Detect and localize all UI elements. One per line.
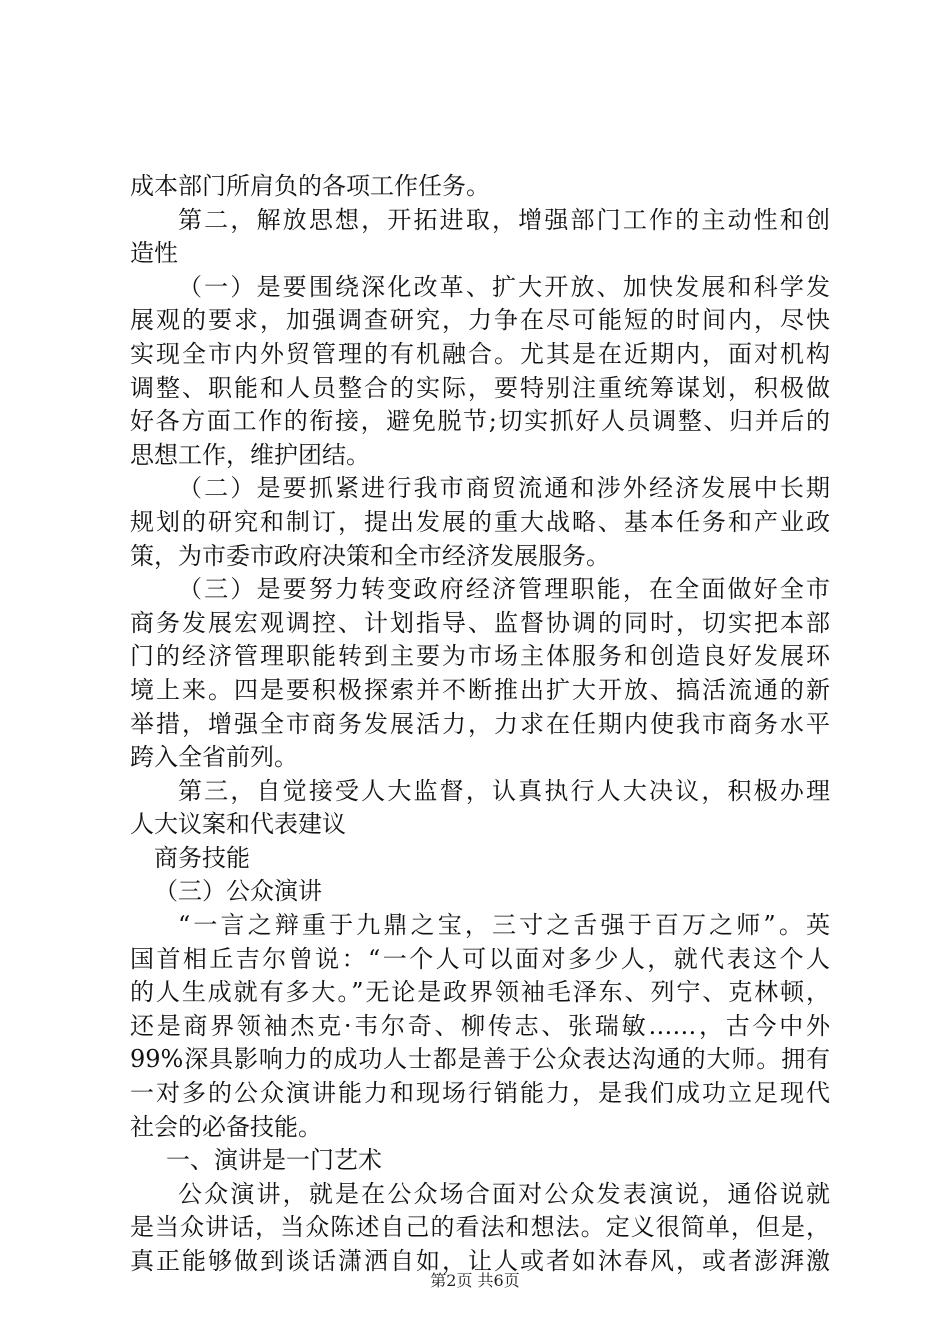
text-line: 实现全市内外贸管理的有机融合。尤其是在近期内，面对机构 <box>130 339 830 368</box>
text-line: 展观的要求，加强调查研究，力争在尽可能短的时间内，尽快 <box>130 306 830 335</box>
text-line: 人大议案和代表建议 <box>130 810 346 839</box>
page-footer: 第2页 共6页 <box>430 1271 520 1290</box>
text-line: 跨入全省前列。 <box>130 743 298 772</box>
text-line: 公众演讲，就是在公众场合面对公众发表演说，通俗说就 <box>178 1179 830 1208</box>
text-line: “一言之辩重于九鼎之宝，三寸之舌强于百万之师”。英 <box>178 911 830 940</box>
text-line: 一、演讲是一门艺术 <box>166 1146 382 1175</box>
text-line: 调整、职能和人员整合的实际，要特别注重统筹谋划，积极做 <box>130 373 830 402</box>
text-line: 商务发展宏观调控、计划指导、监督协调的同时，切实把本部 <box>130 608 830 637</box>
text-line: 策，为市委市政府决策和全市经济发展服务。 <box>130 541 610 570</box>
text-line: 是当众讲话，当众陈述自己的看法和想法。定义很简单，但是， <box>130 1213 830 1242</box>
text-line: 成本部门所肩负的各项工作任务。 <box>130 172 490 200</box>
text-line: 门的经济管理职能转到主要为市场主体服务和创造良好发展环 <box>130 642 830 671</box>
text-line: 社会的必备技能。 <box>130 1112 322 1141</box>
text-line: 真正能够做到谈话潇洒自如，让人或者如沐春风，或者澎湃激 <box>130 1247 830 1275</box>
text-line: 造性 <box>130 239 178 268</box>
text-line: （三）公众演讲 <box>154 877 322 906</box>
text-line: 商务技能 <box>154 843 250 872</box>
text-line: 一对多的公众演讲能力和现场行销能力，是我们成功立足现代 <box>130 1079 830 1108</box>
text-line: 还是商界领袖杰克·韦尔奇、柳传志、张瑞敏……，古今中外 <box>130 1011 830 1040</box>
text-line: 境上来。四是要积极探索并不断推出扩大开放、搞活流通的新 <box>130 675 830 704</box>
text-line: 99%深具影响力的成功人士都是善于公众表达沟通的大师。拥有 <box>130 1045 830 1074</box>
text-line: （二）是要抓紧进行我市商贸流通和涉外经济发展中长期 <box>178 474 830 503</box>
text-line: （一）是要围绕深化改革、扩大开放、加快发展和科学发 <box>178 272 830 301</box>
text-line: 第三，自觉接受人大监督，认真执行人大决议，积极办理 <box>178 776 830 805</box>
text-line: 的人生成就有多大。”无论是政界领袖毛泽东、列宁、克林顿， <box>130 978 830 1007</box>
text-line: 规划的研究和制订，提出发展的重大战略、基本任务和产业政 <box>130 507 830 536</box>
text-line: 思想工作，维护团结。 <box>130 440 370 469</box>
text-line: 国首相丘吉尔曾说：“一个人可以面对多少人，就代表这个人 <box>130 944 830 973</box>
text-line: 好各方面工作的衔接，避免脱节;切实抓好人员调整、归并后的 <box>130 407 830 436</box>
text-line: （三）是要努力转变政府经济管理职能，在全面做好全市 <box>178 575 830 604</box>
document-body <box>130 170 830 1279</box>
text-line: 第二，解放思想，开拓进取，增强部门工作的主动性和创 <box>178 205 830 234</box>
text-line: 举措，增强全市商务发展活力，力求在任期内使我市商务水平 <box>130 709 830 738</box>
